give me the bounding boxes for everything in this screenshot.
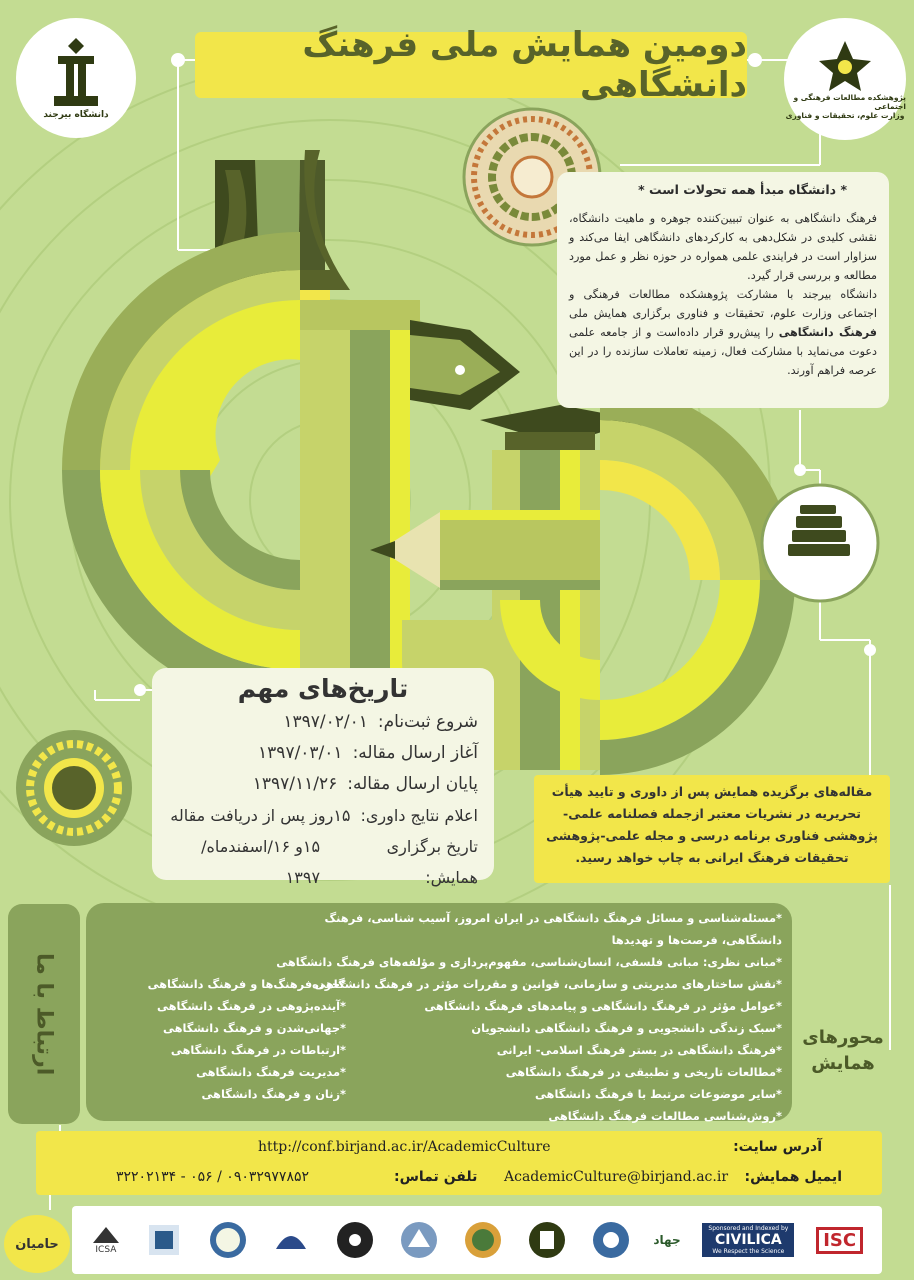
- sponsor-jahad-logo: [653, 1233, 680, 1247]
- publication-notice: مقاله‌های برگزیده همایش پس از داوری و تایید هیأت تحریریه در نشریات معتبر ازجمله فصلنامه علمی-پژوهشی فناوری برنامه درسی و مجله علمی-پژوهشی تحقیقات فرهنگ ایرانی به چاپ خواهد رسید.: [534, 775, 890, 883]
- axes-title-2: همایش: [811, 1053, 875, 1074]
- email-label: ایمیل همایش:: [744, 1169, 842, 1185]
- axis-item: *سایر موضوعات مرتبط با فرهنگ دانشگاهی: [535, 1087, 782, 1101]
- civilica-top-text: Sponsored and Indexed by: [708, 1225, 789, 1232]
- intro-paragraph-2: [569, 285, 877, 380]
- phone-label: تلفن تماس:: [394, 1169, 478, 1185]
- date-row: [168, 831, 478, 893]
- axis-item: *مطالعات تاریخی و تطبیقی در فرهنگ دانشگاهی: [505, 1065, 782, 1079]
- sponsors-label: حامیان: [4, 1215, 70, 1273]
- date-label: اعلام نتایج داوری:: [360, 806, 478, 825]
- date-value: ۱۳۹۷/۰۲/۰۱: [283, 712, 368, 732]
- axes-title: [793, 1025, 893, 1085]
- sponsor-emblem-logo: [526, 1219, 568, 1261]
- intro-panel: [557, 172, 889, 408]
- date-value: ۱۳۹۷/۱۱/۲۶: [252, 774, 338, 794]
- emblem-icon: [526, 1219, 568, 1261]
- icsa-emblem-icon: [91, 1225, 121, 1245]
- sponsor-emblem-logo: [398, 1219, 440, 1261]
- birjand-university-logo: [16, 18, 136, 138]
- date-label: تاریخ برگزاری همایش:: [386, 837, 478, 887]
- star-emblem-icon: [817, 39, 873, 93]
- icsa-text: ICSA: [95, 1245, 117, 1255]
- institute-logo-text-2: وزارت علوم، تحقیقات و فناوری: [785, 110, 905, 120]
- sponsor-icsa-logo: [91, 1225, 121, 1255]
- intro-paragraph-2c: را پیش‌رو قرار داده‌است و از جامعه علمی دعوت می‌نماید با مشارکت فعال، زمینه تعاملات سازنده را در این عرصه فراهم آورند.: [569, 326, 877, 377]
- axis-item: *عوامل مؤثر در فرهنگ دانشگاهی و پیامدهای فرهنگ دانشگاهی: [424, 999, 782, 1013]
- intro-heading: * دانشگاه مبدأ همه تحولات است *: [638, 182, 847, 197]
- axis-item: *مبانی نظری: مبانی فلسفی، انسان‌شناسی، مفهوم‌پردازی و مؤلفه‌های فرهنگ دانشگاهی: [276, 955, 782, 969]
- site-label: آدرس سایت:: [733, 1139, 822, 1155]
- date-row: [168, 707, 478, 738]
- institute-logo-text-1: پژوهشکده مطالعات فرهنگی و اجتماعی: [793, 92, 906, 111]
- contact-us-label: ارتباط با ما: [31, 952, 57, 1076]
- jahad-text: جهاد: [653, 1233, 681, 1247]
- axis-item: *مدیریت فرهنگ دانشگاهی: [196, 1065, 346, 1079]
- important-dates-panel: [152, 668, 494, 887]
- emblem-icon: [590, 1219, 632, 1261]
- sponsor-emblem-logo: [590, 1219, 632, 1261]
- phone-numbers: ۰۹۰۳۲۹۷۷۸۵۲ / ۰۵۶ - ۳۲۲۰۲۱۳۴: [116, 1169, 310, 1185]
- sponsor-emblem-logo: [207, 1219, 249, 1261]
- emblem-icon: [143, 1219, 185, 1261]
- research-institute-logo: [784, 18, 906, 140]
- contact-bar: [36, 1131, 882, 1195]
- date-row: [168, 738, 478, 769]
- axis-item: *ارتباطات در فرهنگ دانشگاهی: [170, 1043, 346, 1057]
- title-banner: [195, 25, 747, 105]
- date-value: ۱۳۹۷/۰۳/۰۱: [258, 743, 343, 763]
- date-value: ۱۵و ۱۶/اسفندماه/۱۳۹۷: [201, 837, 321, 887]
- intro-highlight: فرهنگ دانشگاهی: [778, 326, 878, 339]
- civilica-sub-text: We Respect the Science: [712, 1248, 785, 1255]
- sponsors-strip: [72, 1206, 882, 1274]
- emblem-icon: [270, 1219, 312, 1261]
- axis-item: *فرهنگ دانشگاهی در بستر فرهنگ اسلامی- ایرانی: [496, 1043, 782, 1057]
- birjand-emblem-icon: [44, 36, 108, 108]
- axis-item: *نقش ساختارهای مدیریتی و سازمانی، قوانین و مقررات مؤثر در فرهنگ دانشگاهی: [314, 977, 782, 991]
- axis-item: *زنان و فرهنگ دانشگاهی: [201, 1087, 346, 1101]
- sponsor-emblem-logo: [462, 1219, 504, 1261]
- dates-title: تاریخ‌های مهم: [237, 674, 409, 703]
- axis-item: *روش‌شناسی مطالعات فرهنگ دانشگاهی: [548, 1109, 782, 1123]
- axis-item: *سبک زندگی دانشجویی و فرهنگ دانشگاهی دانشجویان: [471, 1021, 782, 1035]
- date-label: پایان ارسال مقاله:: [347, 774, 478, 794]
- axis-item: *مسئله‌شناسی و مسائل فرهنگ دانشگاهی در ایران امروز، آسیب شناسی، فرهنگ دانشگاهی، فرصت‌ها و تهدیدها: [324, 911, 782, 947]
- date-value: ۱۵روز پس از دریافت مقاله: [170, 806, 351, 825]
- sponsor-isc-text: ISC: [816, 1227, 863, 1254]
- sponsor-civilica-logo: [702, 1223, 794, 1257]
- civilica-text: CIVILICA: [715, 1232, 782, 1248]
- sponsor-isc-logo: [816, 1227, 863, 1254]
- axis-item: *خرده‌فرهنگ‌ها و فرهنگ دانشگاهی: [147, 977, 346, 991]
- axes-side-list: [146, 973, 346, 1105]
- date-label: شروع ثبت‌نام:: [377, 712, 478, 732]
- page-title: دومین همایش ملی فرهنگ دانشگاهی: [302, 25, 747, 105]
- date-row: [168, 769, 478, 800]
- axis-item: *آینده‌پژوهی در فرهنگ دانشگاهی: [157, 999, 346, 1013]
- sponsor-emblem-logo: [270, 1219, 312, 1261]
- axes-title-1: محورهای: [802, 1027, 884, 1048]
- conference-axes-panel: [86, 903, 792, 1121]
- intro-paragraph-2a: دانشگاه بیرجند با مشارکت پژوهشکده مطالعات فرهنگی و اجتماعی وزارت علوم، تحقیقات و فناوری برگزاری همایش ملی: [569, 288, 877, 320]
- axis-item: *جهانی‌شدن و فرهنگ دانشگاهی: [163, 1021, 346, 1035]
- emblem-icon: [398, 1219, 440, 1261]
- emblem-icon: [207, 1219, 249, 1261]
- email-link[interactable]: AcademicCulture@birjand.ac.ir: [504, 1169, 729, 1185]
- emblem-icon: [334, 1219, 376, 1261]
- sponsor-emblem-logo: [334, 1219, 376, 1261]
- sponsor-emblem-logo: [143, 1219, 185, 1261]
- contact-us-sidebar: [8, 904, 80, 1124]
- intro-paragraph-1: فرهنگ دانشگاهی به عنوان تبیین‌کننده جوهره و ماهیت دانشگاه، نقشی کلیدی در شکل‌دهی به کارکردهای دانشگاهی ایفا می‌کند و سزاوار است در فرایندی علمی همواره در حوزه نظر و عمل مورد مطالعه و بررسی قرار گیرد.: [569, 212, 877, 282]
- date-label: آغاز ارسال مقاله:: [352, 743, 478, 763]
- site-link[interactable]: http://conf.birjand.ac.ir/AcademicCulture: [258, 1139, 551, 1155]
- date-row: [168, 800, 478, 831]
- birjand-logo-text: دانشگاه بیرجند: [43, 110, 109, 120]
- emblem-icon: [462, 1219, 504, 1261]
